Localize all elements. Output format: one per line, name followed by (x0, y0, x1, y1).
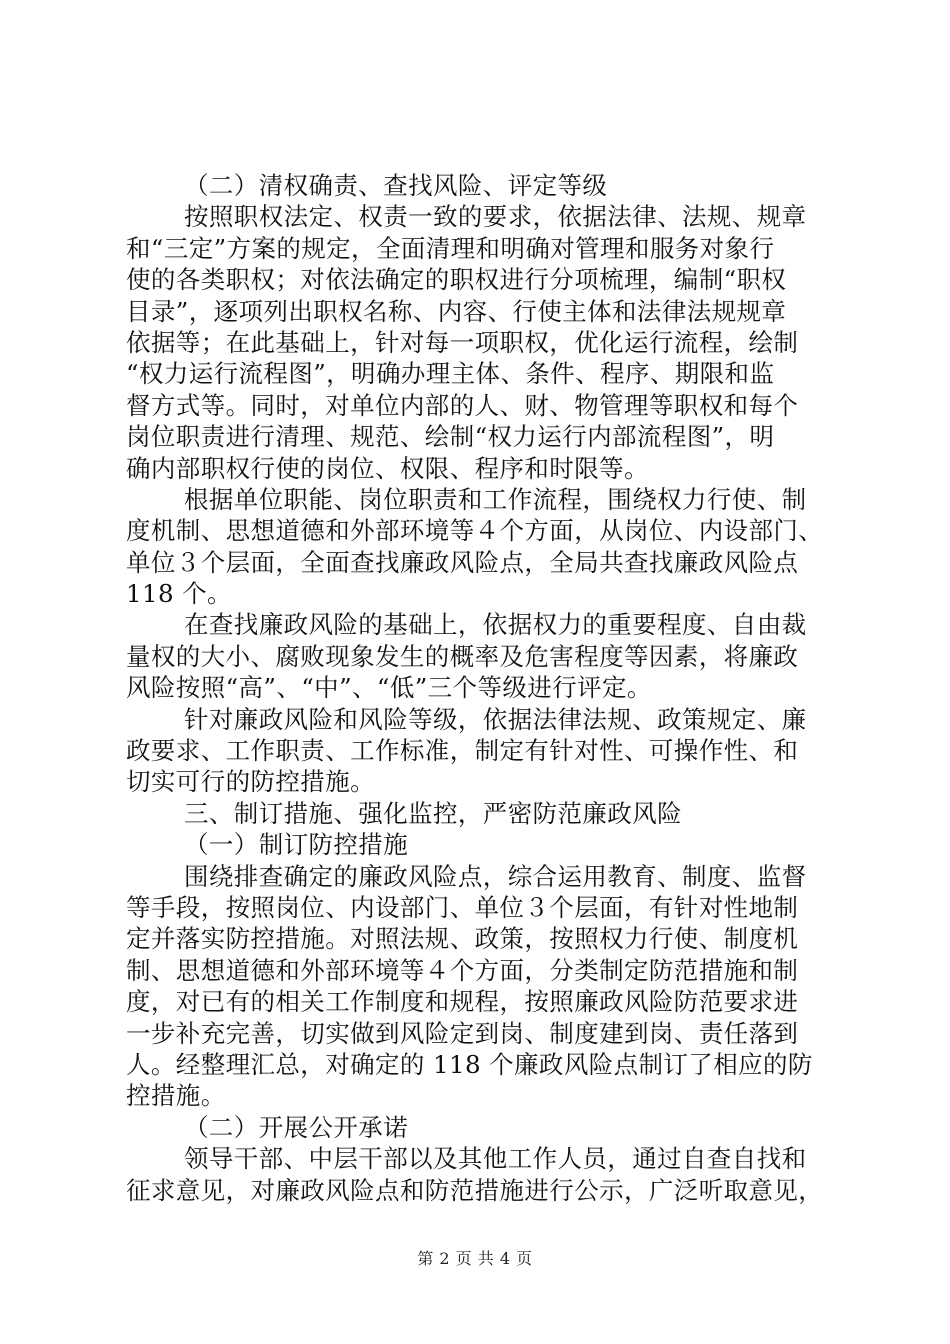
text-line: 确内部职权行使的岗位、权限、程序和时限等。 (126, 453, 649, 483)
page-footer: 第 2 页 共 4 页 (417, 1249, 533, 1268)
text-line: 领导干部、中层干部以及其他工作人员，通过自查自找和 (184, 1144, 807, 1174)
text-line: 围绕排查确定的廉政风险点，综合运用教育、制度、监督 (184, 861, 807, 891)
text-line: 制、思想道德和外部环境等４个方面，分类制定防范措施和制 (126, 955, 799, 985)
text-line: 根据单位职能、岗位职责和工作流程，围绕权力行使、制 (184, 484, 807, 514)
text-line: （二）开展公开承诺 (184, 1112, 409, 1142)
text-line: 针对廉政风险和风险等级，依据法律法规、政策规定、廉 (184, 704, 807, 734)
text-line: （一）制订防控措施 (184, 830, 409, 860)
text-line: 118 个。 (126, 579, 232, 609)
text-line: 政要求、工作职责、工作标准，制定有针对性、可操作性、和 (126, 736, 799, 766)
text-line: 三、制订措施、强化监控，严密防范廉政风险 (184, 798, 682, 828)
text-line: 等手段，按照岗位、内设部门、单位３个层面，有针对性地制 (126, 892, 799, 922)
text-line: 使的各类职权；对依法确定的职权进行分项梳理，编制“职权 (126, 265, 787, 295)
text-line: 风险按照“高”、“中”、“低”三个等级进行评定。 (126, 673, 652, 703)
text-line: 目录”，逐项列出职权名称、内容、行使主体和法律法规规章 (126, 296, 787, 326)
text-line: 定并落实防控措施。对照法规、政策，按照权力行使、制度机 (126, 924, 799, 954)
text-line: 人。经整理汇总，对确定的 118 个廉政风险点制订了相应的防 (126, 1049, 813, 1079)
text-line: 一步补充完善，切实做到风险定到岗、制度建到岗、责任落到 (126, 1018, 799, 1048)
text-line: 在查找廉政风险的基础上，依据权力的重要程度、自由裁 (184, 610, 807, 640)
text-line: “权力运行流程图”，明确办理主体、条件、程序、期限和监 (126, 359, 775, 389)
text-line: 征求意见，对廉政风险点和防范措施进行公示，广泛听取意见， (126, 1175, 824, 1205)
text-line: 控措施。 (126, 1081, 226, 1111)
text-line: 度，对已有的相关工作制度和规程，按照廉政风险防范要求进 (126, 987, 799, 1017)
document-body (126, 170, 846, 1206)
text-line: 按照职权法定、权责一致的要求，依据法律、法规、规章 (184, 202, 807, 232)
text-line: 岗位职责进行清理、规范、绘制“权力运行内部流程图”，明 (126, 422, 775, 452)
text-line: 度机制、思想道德和外部环境等４个方面，从岗位、内设部门、 (126, 516, 824, 546)
text-line: 依据等；在此基础上，针对每一项职权，优化运行流程，绘制 (126, 327, 799, 357)
text-line: 督方式等。同时，对单位内部的人、财、物管理等职权和每个 (126, 390, 799, 420)
text-line: （二）清权确责、查找风险、评定等级 (184, 171, 608, 200)
text-line: 切实可行的防控措施。 (126, 767, 375, 797)
text-line: 量权的大小、腐败现象发生的概率及危害程度等因素，将廉政 (126, 641, 799, 671)
text-line: 单位３个层面，全面查找廉政风险点，全局共查找廉政风险点 (126, 547, 799, 577)
text-line: 和“三定”方案的规定，全面清理和明确对管理和服务对象行 (126, 233, 775, 263)
